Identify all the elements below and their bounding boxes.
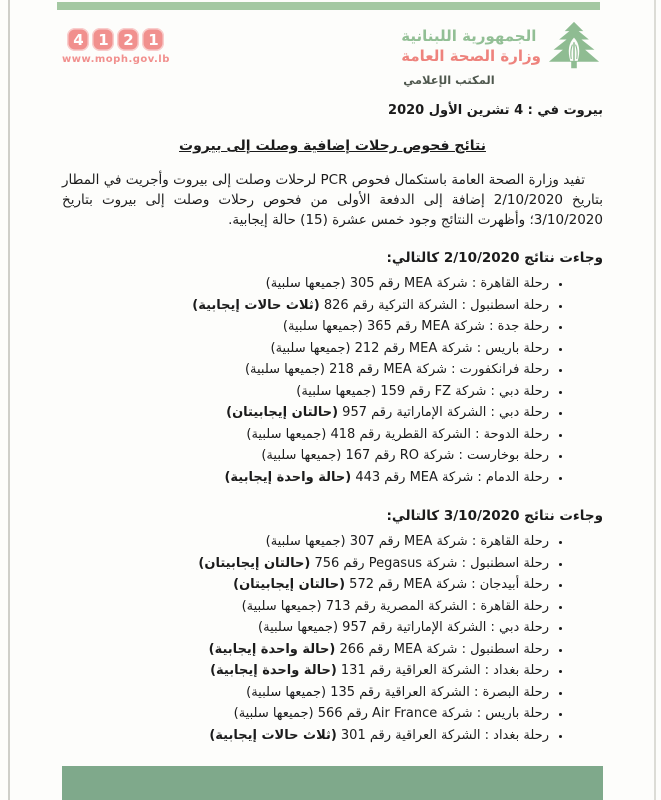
flight-item-text: رحلة بغداد : الشركة العراقية رقم 301 [336,727,549,743]
hotline-digit: 2 [117,28,139,51]
flight-item-text: رحلة بغداد : الشركة العراقية رقم 131 [336,663,549,678]
flight-list-item [62,445,549,467]
flight-list-item [62,660,549,682]
flight-item-result-bold: (حالة واحدة إيجابية) [208,641,336,657]
republic-title: الجمهورية اللبنانية [401,27,537,45]
hotline-digit: 4 [67,28,89,51]
flight-item-text: رحلة دبي : شركة FZ رقم 159 (جميعها سلبية) [296,383,549,399]
section-header-results-3-10: وجاءت نتائج 3/10/2020 كالتالي: [386,508,603,524]
bottom-green-bar [62,766,603,800]
hotline-digit: 1 [142,28,164,51]
intro-paragraph: تفيد وزارة الصحة العامة باستكمال فحوص PCR لرحلات وصلت إلى بيروت وأجريت في المطار بتاريخ 2/10/2020 إضافة إلى الدفعة الأولى من فحوص رحلات وصلت إلى بيروت بتاريخ 3/10/2020؛ وأظهرت النتائج وجود خمس عشرة (15) حالة إيجابية. [62,172,603,228]
moph-website-url: www.moph.gov.lb [62,54,170,65]
flight-item-text: رحلة أبيدجان : شركة MEA رقم 572 [345,577,549,592]
scan-edge-right [654,0,656,800]
flight-item-result-bold: (ثلاث حالات إيجابية) [192,297,320,313]
section-header-results-2-10: وجاءت نتائج 2/10/2020 كالتالي: [386,250,603,266]
flight-item-text: رحلة اسطنبول : الشركة التركية رقم 826 [319,297,549,313]
document-header [0,0,661,87]
flight-list-item [62,617,549,639]
flight-item-text: رحلة اسطنبول : شركة Pegasus رقم 756 [310,555,549,571]
scan-edge-left [8,0,10,800]
media-office-label: المكتب الإعلامي [403,73,495,87]
flight-list-item [62,725,549,747]
top-green-bar [57,2,600,10]
ministry-logo-block [401,20,603,87]
flight-list-item [62,703,549,725]
flight-results-list-2-10 [62,273,603,488]
flight-item-result-bold: (حالتان إيجابيتان) [198,555,311,571]
flight-item-text: رحلة القاهرة : شركة MEA رقم 307 (جميعها سلبية) [265,534,549,549]
flight-list-item [62,467,549,489]
cedar-logo-icon [545,20,603,72]
flight-item-text: رحلة باريس : شركة MEA رقم 212 (جميعها سلبية) [270,340,549,356]
flight-item-text: رحلة بوخارست : شركة RO رقم 167 (جميعها سلبية) [261,448,549,463]
flight-item-result-bold: (حالة واحدة إيجابية) [210,663,337,678]
flight-list-item [62,273,549,295]
flight-item-text: رحلة اسطنبول : شركة MEA رقم 266 [335,641,549,657]
flight-list-item [62,424,549,446]
flight-list-item [62,381,549,403]
flight-item-text: رحلة دبي : الشركة الإماراتية رقم 957 (جميعها سلبية) [258,620,549,635]
hotline-digits [67,28,164,51]
flight-item-text: رحلة القاهرة : الشركة المصرية رقم 713 (جميعها سلبية) [241,598,549,614]
flight-results-list-3-10 [62,531,603,746]
hotline-digit: 1 [92,28,114,51]
hotline-1214-logo [62,28,170,65]
flight-item-result-bold: (حالتان إيجابيتان) [226,405,339,420]
flight-list-item [62,639,549,661]
flight-item-text: رحلة الدوحة : الشركة القطرية رقم 418 (جميعها سلبية) [246,426,549,442]
flight-item-result-bold: (ثلاث حالات إيجابية) [209,727,337,743]
flight-list-item [62,574,549,596]
flight-item-text: رحلة القاهرة : شركة MEA رقم 305 (جميعها سلبية) [265,276,549,291]
ministry-logo-row [401,20,603,72]
ministry-title: وزارة الصحة العامة [401,47,541,65]
flight-list-item [62,531,549,553]
flight-list-item [62,338,549,360]
flight-item-result-bold: (حالة واحدة إيجابية) [224,469,352,485]
flight-list-item [62,596,549,618]
flight-list-item [62,553,549,575]
flight-list-item [62,359,549,381]
flight-item-text: رحلة جدة : شركة MEA رقم 365 (جميعها سلبية) [282,319,549,334]
flight-item-text: رحلة الدمام : شركة MEA رقم 443 [351,469,549,485]
flight-item-result-bold: (حالتان إيجابيتان) [233,577,346,592]
flight-list-item [62,402,549,424]
flight-list-item [62,682,549,704]
flight-item-text: رحلة باريس : شركة Air France رقم 566 (جميعها سلبية) [233,706,549,721]
flight-item-text: رحلة دبي : الشركة الإماراتية رقم 957 [338,405,549,420]
page-title: نتائج فحوص رحلات إضافية وصلت إلى بيروت [179,138,486,154]
flight-item-text: رحلة البصرة : الشركة العراقية رقم 135 (جميعها سلبية) [246,684,549,700]
flight-list-item [62,295,549,317]
flight-list-item [62,316,549,338]
flight-item-text: رحلة فرانكفورت : شركة MEA رقم 218 (جميعها سلبية) [244,362,549,377]
date-line: بيروت في : 4 تشرين الأول 2020 [388,103,603,118]
ministry-text [401,27,541,65]
